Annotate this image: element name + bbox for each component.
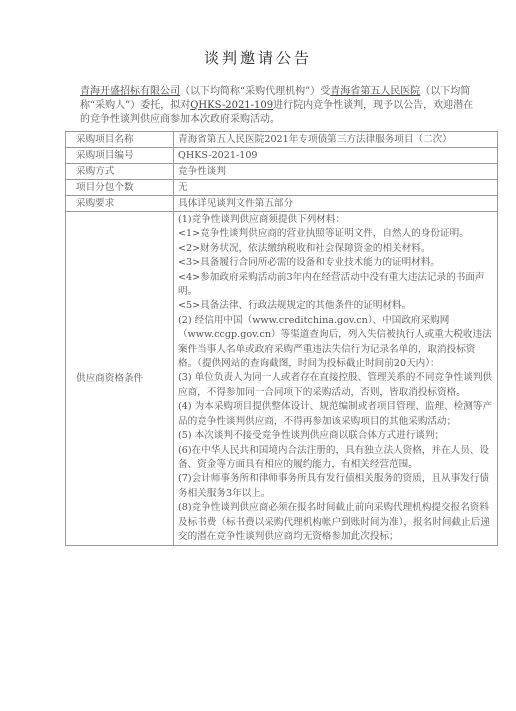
row-value: 无 <box>174 180 498 196</box>
row-value: 青海省第五人民医院2021年专项债第三方法律服务项目（二次） <box>174 132 498 148</box>
row-value: 竞争性谈判 <box>174 164 498 180</box>
intro-paragraph <box>80 85 476 127</box>
condition-line: <1>竞争性谈判供应商的营业执照等证明文件，自然人的身份证明。 <box>178 228 469 240</box>
row-label: 项目分包个数 <box>66 180 174 196</box>
project-number-link: QHKS-2021-109 <box>190 100 274 111</box>
condition-line: (4) 为本采购项目提供整体设计、规范编制或者项目管理、监理、检测等产品的竞争性谈判供应商，不得再参加该采购项目的其他采购活动； <box>178 401 493 427</box>
qualification-label: 供应商资格条件 <box>66 212 174 546</box>
table-row <box>66 148 498 164</box>
table-row <box>66 196 498 212</box>
condition-line: (2) 经信用中国（www.creditchina.gov.cn）、中国政府采购网（www.ccgp.gov.cn）等渠道查询后，列入失信被执行人或重大税收违法案件当事人名单或政府采购严重违法失信行为记录名单的，取消投标资格。（提供网站的查询截图，时间为投标截止时间前20天内）： <box>178 314 492 370</box>
condition-line: (8)竞争性谈判供应商必须在报名时间截止前向采购代理机构提交报名资料及标书费（标书费以采购代理机构帐户到账时间为准），报名时间截止后递交的潜在竞争性谈判供应商均无资格参加此次投标； <box>178 502 490 542</box>
row-label: 采购要求 <box>66 196 174 212</box>
condition-line: (1)竞争性谈判供应商须提供下列材料： <box>178 214 346 225</box>
qualification-row <box>66 212 498 546</box>
condition-line: (7)会计师事务所和律师事务所具有发行债相关服务的资质，且从事发行债务相关服务3年以上。 <box>178 473 489 499</box>
condition-line: <3>具备履行合同所必需的设备和专业技术能力的证明材料。 <box>178 257 441 269</box>
intro-text-3: 进行院内竞争性谈判，现予以公告，欢迎潜在的竞争性谈判供应商参加本次政府采购活动。 <box>80 100 474 125</box>
row-label: 采购方式 <box>66 164 174 180</box>
buyer-name: 青海省第五人民医院 <box>330 86 421 97</box>
qualification-conditions <box>174 212 498 546</box>
condition-line: (3) 单位负责人为同一人或者存在直接控股、管理关系的不同竞争性谈判供应商，不得参加同一合同项下的采购活动，否则，皆取消投标资格。 <box>178 372 493 398</box>
condition-line: <2>财务状况，依法缴纳税收和社会保障资金的相关材料。 <box>178 242 431 254</box>
table-row <box>66 132 498 148</box>
condition-line: (5) 本次谈判不接受竞争性谈判供应商以联合体方式进行谈判； <box>178 430 445 442</box>
row-value: 具体详见谈判文件第五部分 <box>174 196 498 212</box>
condition-line: (6)在中华人民共和国境内合法注册的，具有独立法人资格，并在人员、设备、资金等方面具有相应的履约能力，有相关经营范围。 <box>178 444 489 470</box>
row-value: QHKS-2021-109 <box>174 148 498 164</box>
condition-line: <4>参加政府采购活动前3年内在经营活动中没有重大违法记录的书面声明。 <box>178 271 485 298</box>
page-title: 谈判邀请公告 <box>203 49 312 67</box>
agency-name: 青海开盛招标有限公司 <box>80 86 180 97</box>
table-row <box>66 180 498 196</box>
row-label: 采购项目编号 <box>66 148 174 164</box>
intro-text-1: （以下均简称“采购代理机构”）受 <box>180 86 331 97</box>
condition-line: <5>具备法律、行政法规规定的其他条件的证明材料。 <box>178 300 412 312</box>
info-table <box>65 131 498 546</box>
row-label: 采购项目名称 <box>66 132 174 148</box>
intro-text-2: （以下均简称“采购人”）委托，拟对 <box>80 86 471 111</box>
table-row <box>66 164 498 180</box>
